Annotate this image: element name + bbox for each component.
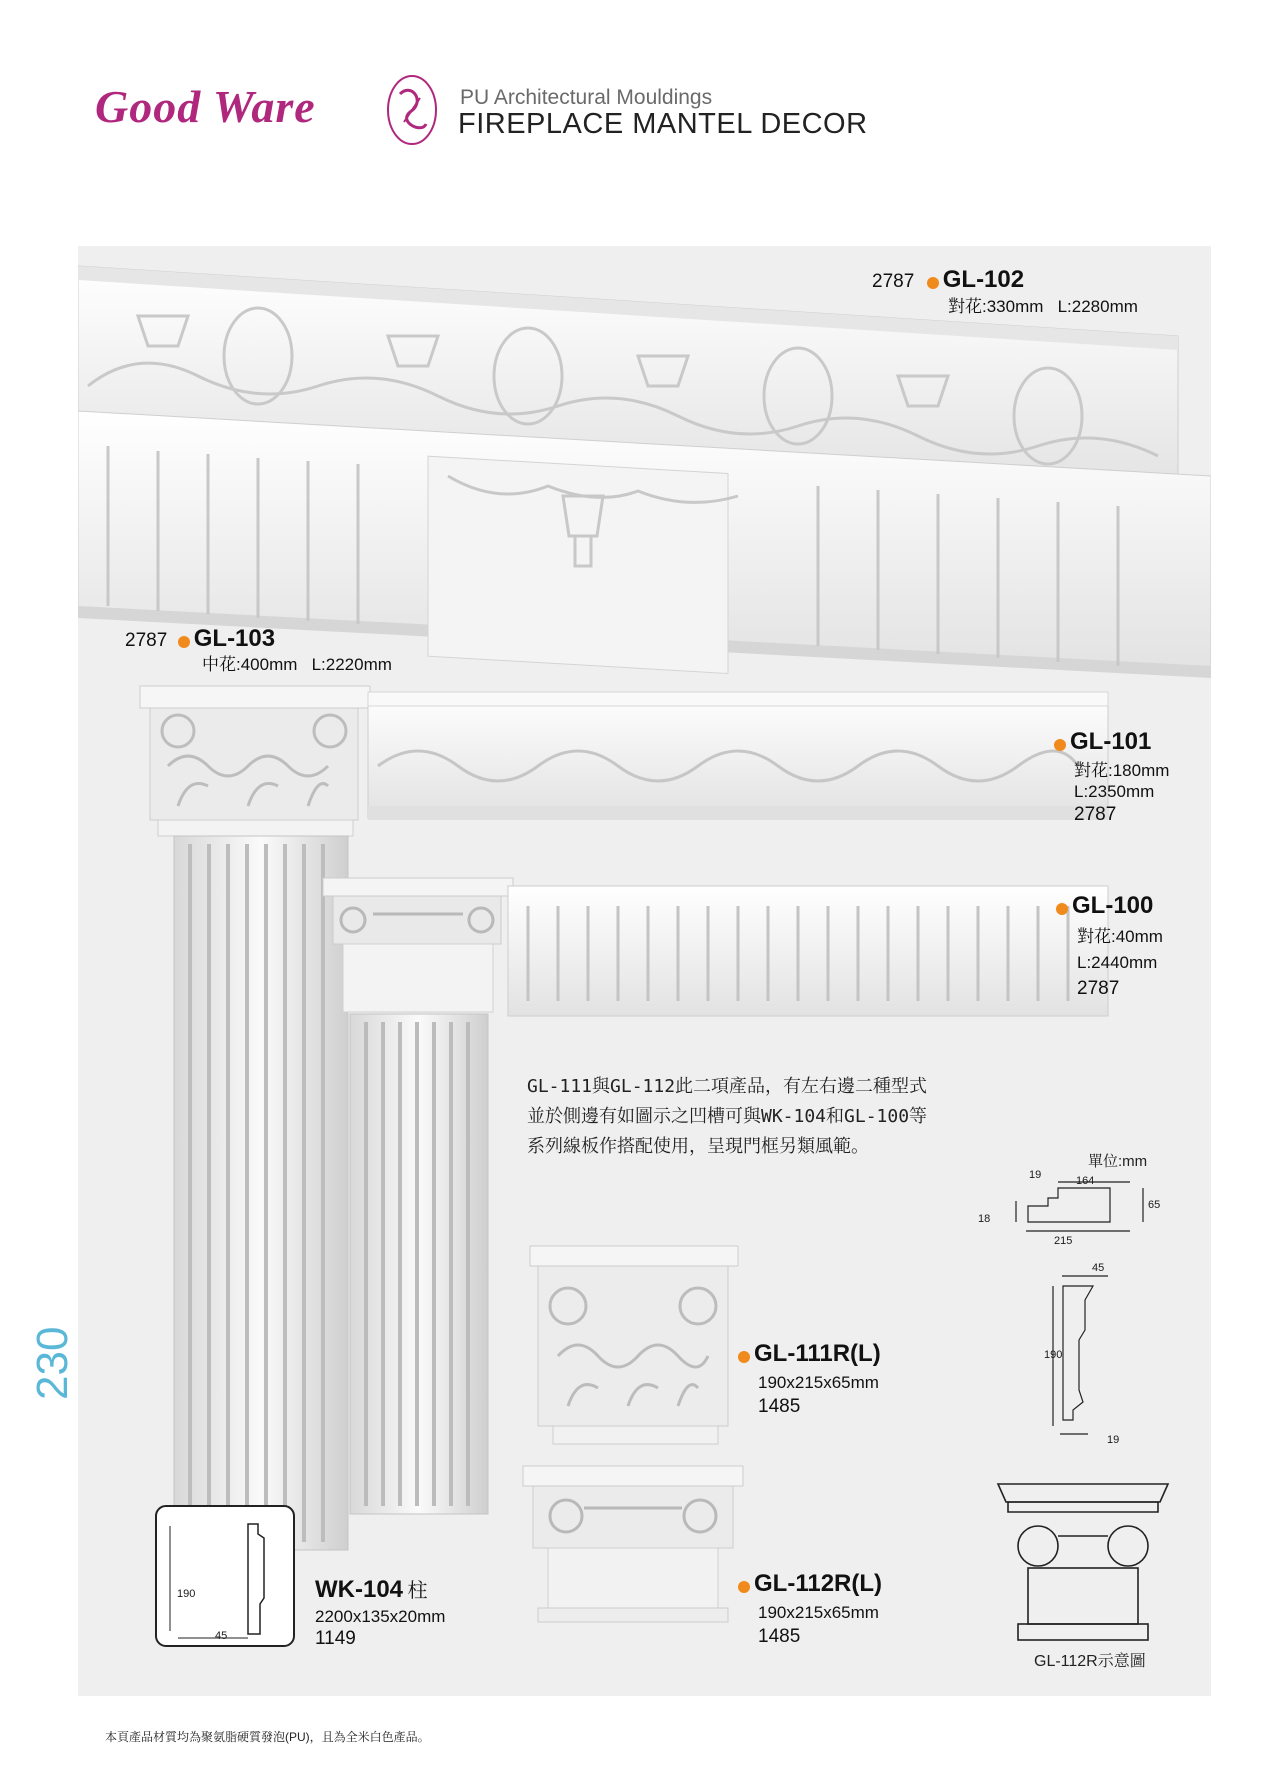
dim-19-side: 19	[1107, 1434, 1120, 1446]
dim-215: 215	[1054, 1235, 1073, 1247]
gl-101-code: GL-101	[1070, 728, 1152, 755]
schema-label: GL-112R示意圖	[1034, 1653, 1146, 1670]
gl-111-photo	[530, 1246, 738, 1444]
dim-164: 164	[1076, 1175, 1095, 1187]
gl-112-spec: 190x215x65mm	[758, 1603, 879, 1622]
dim-19-top: 19	[1029, 1169, 1042, 1181]
gl-102-number: 2787	[872, 271, 915, 292]
brand-emblem-icon	[382, 72, 442, 148]
page-number: 230	[28, 1326, 77, 1400]
gl-102-code: GL-102	[942, 266, 1025, 293]
gl-101-spec-1: 對花:180mm	[1074, 761, 1170, 780]
wk-dim-190: 190	[177, 1588, 196, 1600]
gl-101-spec-2: L:2350mm	[1074, 782, 1155, 801]
gl-112-number: 1485	[758, 1626, 801, 1647]
gl-112-schematic-diagram	[998, 1484, 1168, 1640]
gl-111-spec: 190x215x65mm	[758, 1373, 879, 1392]
orange-dot-icon	[1056, 903, 1068, 915]
gl-102-spec: 對花:330mm L:2280mm	[948, 297, 1138, 316]
gl-111-header	[738, 1340, 881, 1368]
product-photos	[78, 246, 1211, 1696]
usage-note-line-2: 並於側邊有如圖示之凹槽可與WK-104和GL-100等	[527, 1106, 928, 1127]
gl-111-code: GL-111R(L)	[754, 1340, 881, 1367]
orange-dot-icon	[738, 1351, 750, 1363]
orange-dot-icon	[927, 277, 939, 289]
orange-dot-icon	[738, 1581, 750, 1593]
wk-104-code: WK-104	[315, 1576, 404, 1603]
orange-dot-icon	[1054, 739, 1066, 751]
gl-103-number: 2787	[125, 630, 168, 651]
usage-note	[527, 1072, 997, 1162]
gl-103-header	[125, 625, 275, 653]
dim-45: 45	[1092, 1262, 1105, 1274]
gl-100-spec-1: 對花:40mm	[1077, 927, 1163, 946]
wk-104-suffix: 柱	[407, 1580, 428, 1602]
gl-100-spec-2: L:2440mm	[1077, 953, 1158, 972]
usage-note-line-1: GL-111與GL-112此二項產品，有左右邊二種型式	[527, 1076, 928, 1097]
dim-65: 65	[1148, 1199, 1161, 1211]
dim-18: 18	[978, 1213, 991, 1225]
gl-103-code: GL-103	[193, 625, 276, 652]
wk-104-header	[315, 1574, 427, 1604]
gl-103-spec: 中花:400mm L:2220mm	[202, 655, 392, 674]
wk-104-profile-diagram	[156, 1506, 294, 1646]
gl-100-code: GL-100	[1072, 892, 1154, 919]
gl-100-number: 2787	[1077, 978, 1120, 999]
wk-dim-45: 45	[215, 1630, 228, 1642]
subtitle-small: PU Architectural Mouldings	[460, 86, 713, 109]
wk-104-number: 1149	[315, 1628, 356, 1649]
footer-note: 本頁產品材質均為聚氨脂硬質發泡(PU)，且為全米白色產品。	[105, 1730, 430, 1744]
orange-dot-icon	[178, 636, 190, 648]
gl-101-header	[1054, 728, 1151, 756]
brand-logo-text: Good Ware	[95, 81, 316, 132]
gl-101-number: 2787	[1074, 804, 1117, 825]
usage-note-line-3: 系列線板作搭配使用，呈現門框另類風範。	[527, 1136, 869, 1157]
wk-104-spec: 2200x135x20mm	[315, 1607, 446, 1626]
gl-111-top-profile-diagram	[1016, 1182, 1143, 1231]
dim-190: 190	[1044, 1349, 1063, 1361]
unit-label: 單位:mm	[1088, 1153, 1148, 1170]
subtitle-large: FIREPLACE MANTEL DECOR	[458, 108, 868, 140]
gl-111-number: 1485	[758, 1396, 801, 1417]
gl-102-header	[872, 266, 1024, 294]
gl-112-photo	[523, 1466, 743, 1622]
gl-112-header	[738, 1570, 882, 1598]
gl-100-header	[1056, 892, 1153, 920]
gl-112-code: GL-112R(L)	[754, 1570, 883, 1597]
